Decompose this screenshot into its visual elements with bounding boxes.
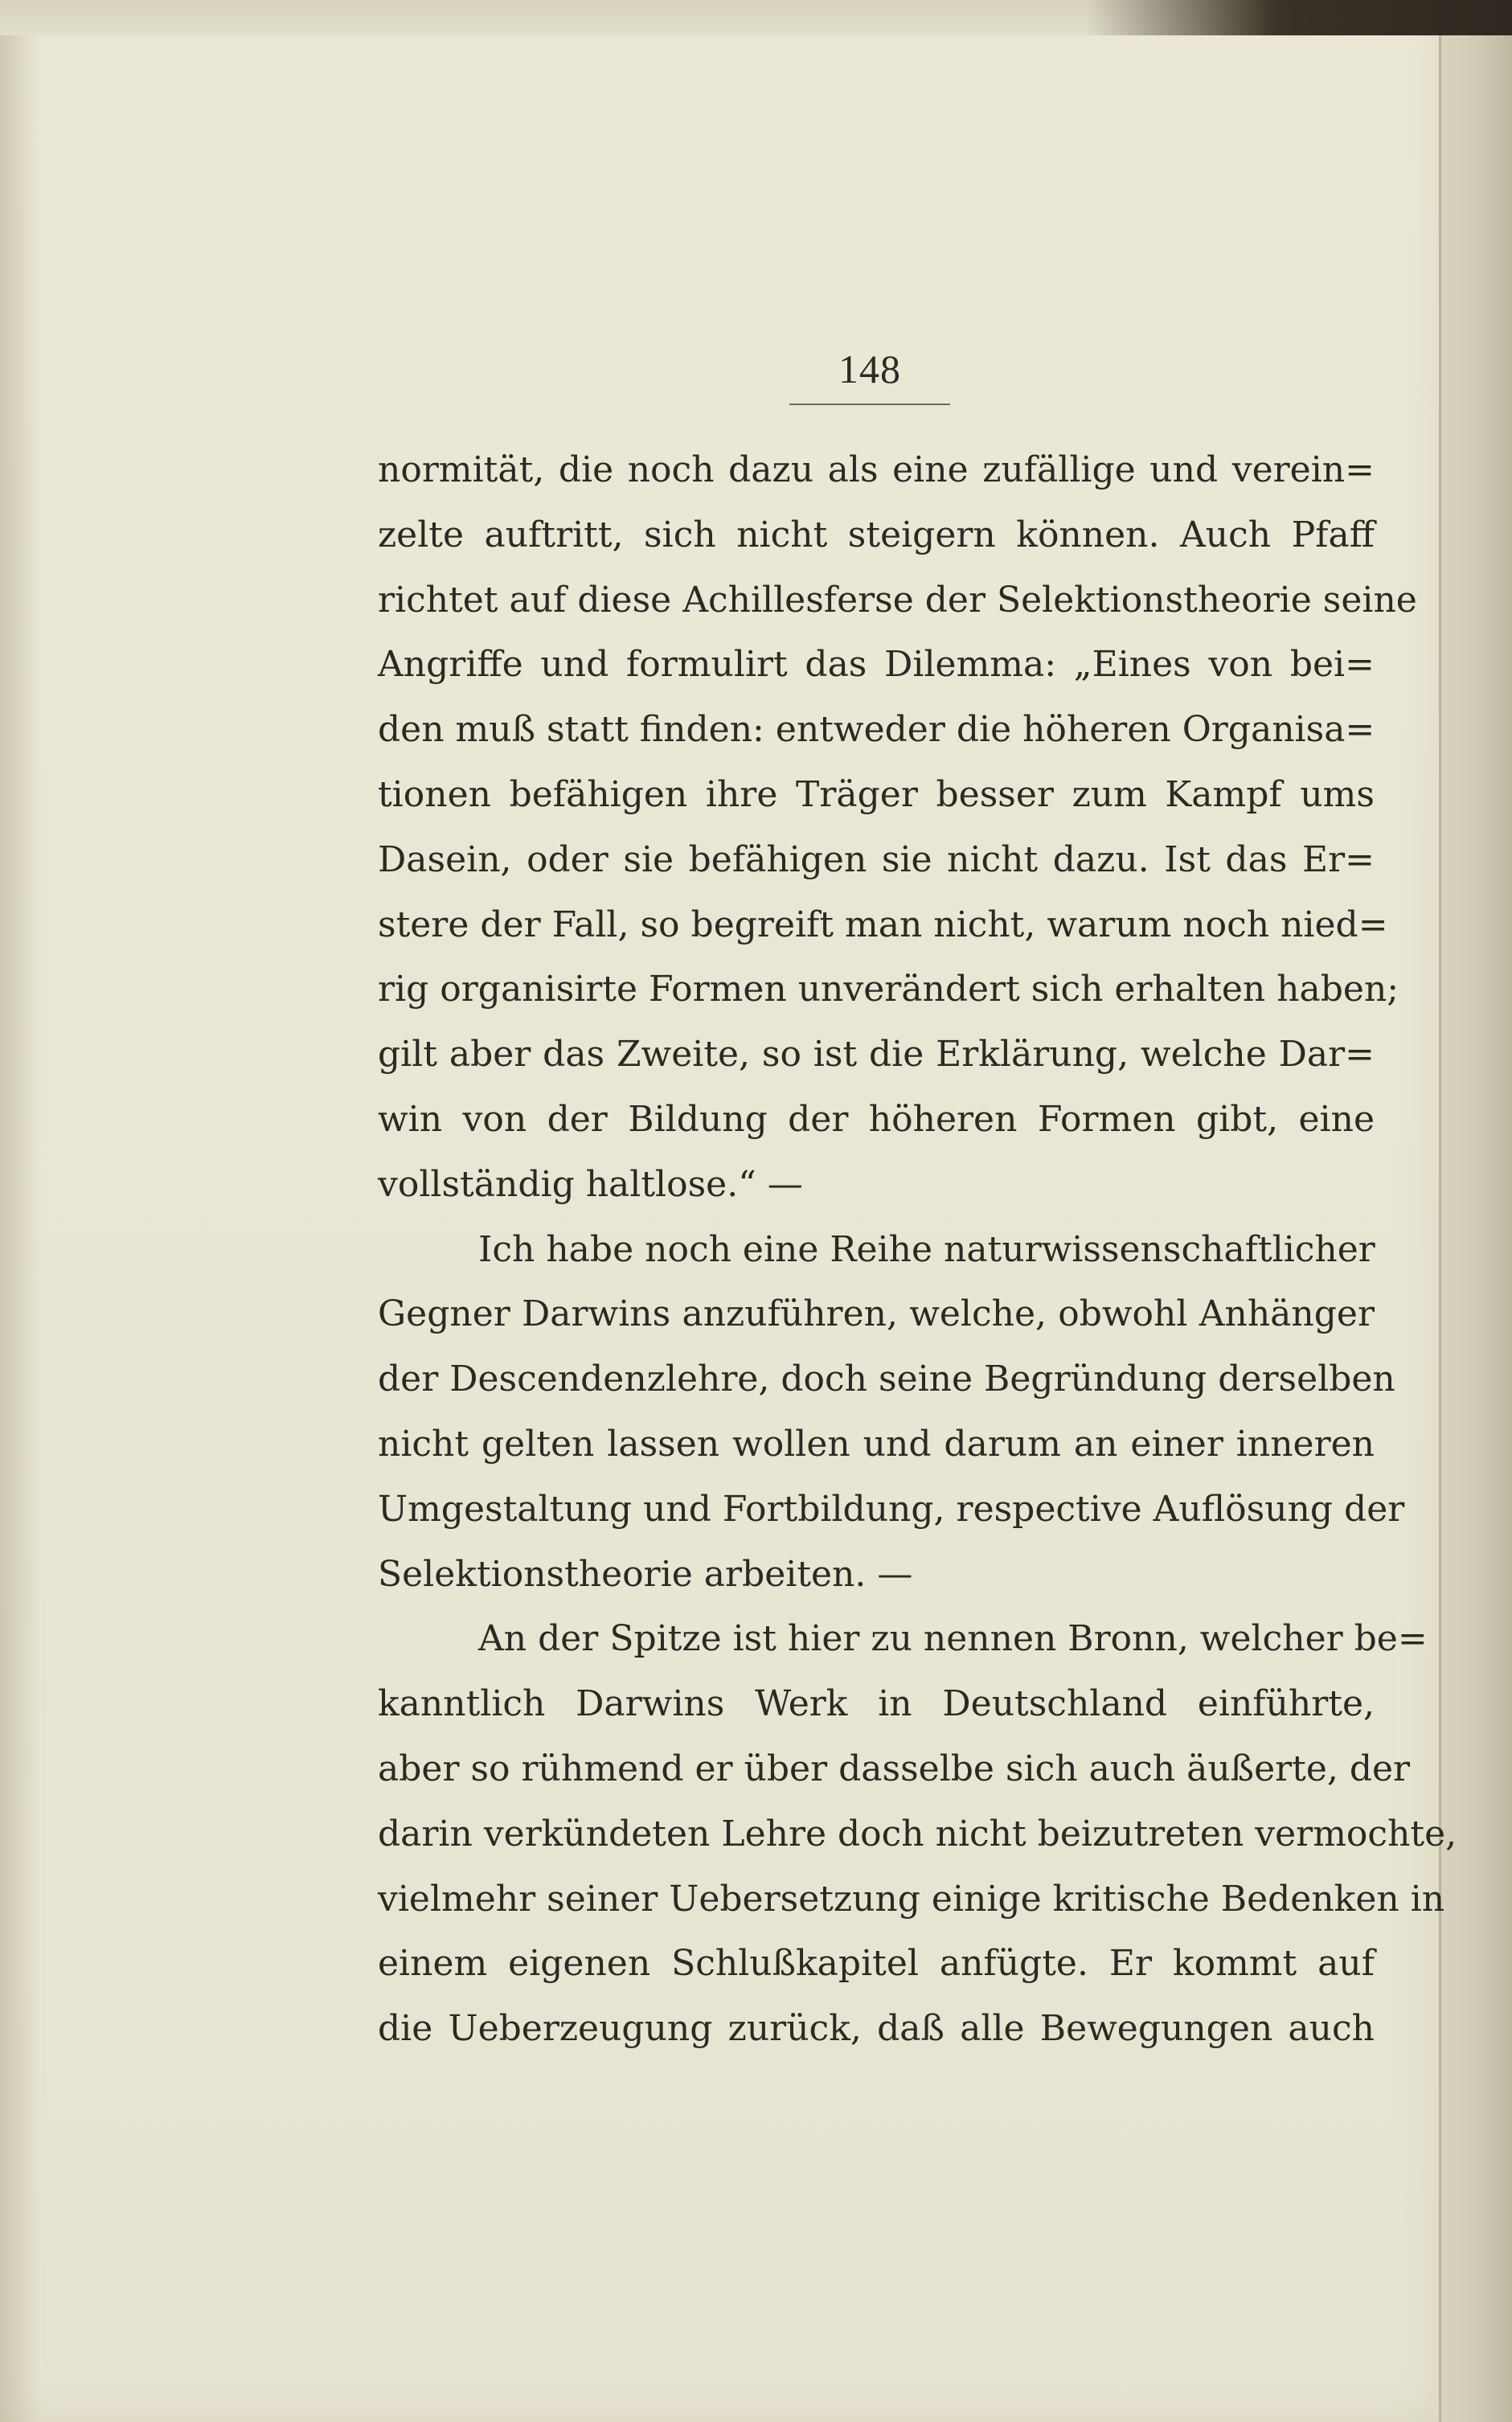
text-line: einem eigenen Schlußkapitel anfügte. Er kommt auf (378, 1943, 1375, 1985)
page-number: 148 (838, 346, 901, 391)
text-line: richtet auf diese Achillesferse der Selektionstheorie seine (378, 579, 1417, 621)
text-line: Umgestaltung und Fortbildung, respective Auflösung der (378, 1488, 1405, 1530)
text-line: stere der Fall, so begreift man nicht, warum noch nied= (378, 904, 1388, 945)
text-line: zelte auftritt, sich nicht steigern können. Auch Pfaff (378, 514, 1375, 555)
text-line: die Ueberzeugung zurück, daß alle Bewegungen auch (378, 2008, 1375, 2050)
text-line: vollständig haltlose.“ — (378, 1163, 803, 1205)
text-line: An der Spitze ist hier zu nennen Bronn, welcher be= (478, 1618, 1428, 1660)
text-line: Ich habe noch eine Reihe naturwissenschaftlicher (478, 1228, 1375, 1270)
text-line: gilt aber das Zweite, so ist die Erklärung, welche Dar= (378, 1034, 1375, 1076)
body-text (378, 438, 1457, 2062)
text-line: rig organisirte Formen unverändert sich erhalten haben; (378, 969, 1399, 1010)
text-line: tionen befähigen ihre Träger besser zum Kampf ums (378, 773, 1375, 815)
text-line: Gegner Darwins anzuführen, welche, obwohl Anhänger (378, 1293, 1375, 1335)
text-line: der Descendenzlehre, doch seine Begründung derselben (378, 1359, 1395, 1400)
text-line: Angriffe und formulirt das Dilemma: „Eines von bei= (378, 644, 1375, 686)
text-line: Selektionstheorie arbeiten. — (378, 1553, 913, 1595)
text-line: darin verkündeten Lehre doch nicht beizutreten vermochte, (378, 1813, 1457, 1854)
header-rule (789, 404, 950, 405)
text-line: Dasein, oder sie befähigen sie nicht dazu. Ist das Er= (378, 838, 1375, 880)
text-line: den muß statt finden: entweder die höheren Organisa= (378, 709, 1375, 751)
text-line: nicht gelten lassen wollen und darum an einer inneren (378, 1423, 1375, 1465)
scan-shadow (1085, 0, 1512, 35)
text-line: normität, die noch dazu als eine zufällige und verein= (378, 449, 1375, 490)
text-line: win von der Bildung der höheren Formen gibt, eine (378, 1098, 1375, 1140)
text-line: aber so rühmend er über dasselbe sich auch äußerte, der (378, 1748, 1411, 1789)
text-line: kanntlich Darwins Werk in Deutschland einführte, (378, 1683, 1375, 1725)
text-line: vielmehr seiner Uebersetzung einige kritische Bedenken in (378, 1878, 1445, 1920)
